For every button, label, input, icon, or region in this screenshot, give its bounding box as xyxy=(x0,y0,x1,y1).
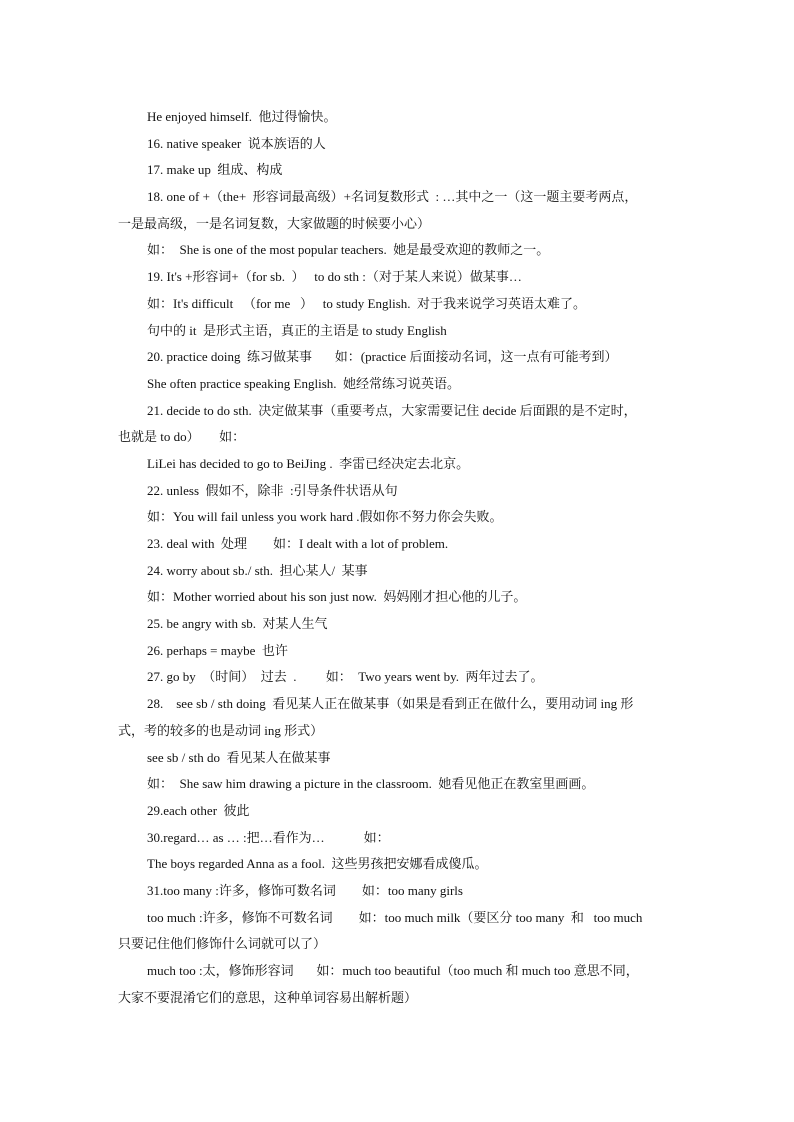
text-line: 20. practice doing 练习做某事 如：(practice 后面接动名词，这一点有可能考到） xyxy=(147,349,618,365)
text-line: 27. go by （时间） 过去 . 如： Two years went by. 两年过去了。 xyxy=(147,669,544,685)
text-line: 31.too many :许多，修饰可数名词 如：too many girls xyxy=(147,882,463,898)
text-line: 28. see sb / sth doing 看见某人正在做某事（如果是看到正在做什么，要用动词 ing 形 xyxy=(147,696,634,712)
text-line: The boys regarded Anna as a fool. 这些男孩把安娜看成傻瓜。 xyxy=(147,856,488,872)
text-line: 句中的 it 是形式主语，真正的主语是 to study English xyxy=(147,322,447,338)
text-line: 式，考的较多的也是动词 ing 形式） xyxy=(118,722,324,738)
text-line: 24. worry about sb./ sth. 担心某人/ 某事 xyxy=(147,562,368,578)
text-line: 30.regard… as … :把…看作为… 如： xyxy=(147,829,390,845)
text-line: 25. be angry with sb. 对某人生气 xyxy=(147,616,328,632)
document-body xyxy=(118,104,678,1011)
text-line: LiLei has decided to go to BeiJing . 李雷已经决定去北京。 xyxy=(147,455,470,471)
text-line: 一是最高级，一是名词复数，大家做题的时候要小心） xyxy=(118,215,431,231)
text-line: 17. make up 组成、构成 xyxy=(147,162,283,178)
text-line: 19. It's +形容词+（for sb. ） to do sth :（对于某人来说）做某事… xyxy=(147,269,522,285)
text-line: 21. decide to do sth. 决定做某事（重要考点，大家需要记住 decide 后面跟的是不定时， xyxy=(147,402,637,418)
text-line: 22. unless 假如不，除非 :引导条件状语从句 xyxy=(147,482,398,498)
text-line: 大家不要混淆它们的意思，这种单词容易出解析题） xyxy=(118,989,418,1005)
text-line: see sb / sth do 看见某人在做某事 xyxy=(147,749,331,765)
text-line: 如：You will fail unless you work hard .假如你不努力你会失败。 xyxy=(147,509,503,525)
text-line: 只要记住他们修饰什么词就可以了） xyxy=(118,936,327,952)
text-line: 也就是 to do） 如： xyxy=(118,429,246,445)
text-line: He enjoyed himself. 他过得愉快。 xyxy=(147,109,337,124)
text-line: 如： She saw him drawing a picture in the classroom. 她看见他正在教室里画画。 xyxy=(147,776,595,792)
text-line: much too :太，修饰形容词 如：much too beautiful（too much 和 much too 意思不同， xyxy=(147,963,639,978)
text-line: 如：Mother worried about his son just now. 妈妈刚才担心他的儿子。 xyxy=(147,589,527,605)
text-line: She often practice speaking English. 她经常练习说英语。 xyxy=(147,375,461,391)
text-line: too much :许多，修饰不可数名词 如：too much milk（要区分 too many 和 too much xyxy=(147,909,643,925)
text-line: 如： She is one of the most popular teachers. 她是最受欢迎的教师之一。 xyxy=(147,242,550,258)
text-line: 23. deal with 处理 如：I dealt with a lot of problem. xyxy=(147,536,449,551)
text-line: 18. one of +（the+ 形容词最高级）+名词复数形式 : …其中之一（这一题主要考两点， xyxy=(147,189,638,205)
text-line: 26. perhaps = maybe 也许 xyxy=(147,642,288,658)
text-line: 16. native speaker 说本族语的人 xyxy=(147,135,326,151)
text-line: 如：It's difficult （for me ） to study English. 对于我来说学习英语太难了。 xyxy=(147,295,587,311)
text-line: 29.each other 彼此 xyxy=(147,802,250,818)
